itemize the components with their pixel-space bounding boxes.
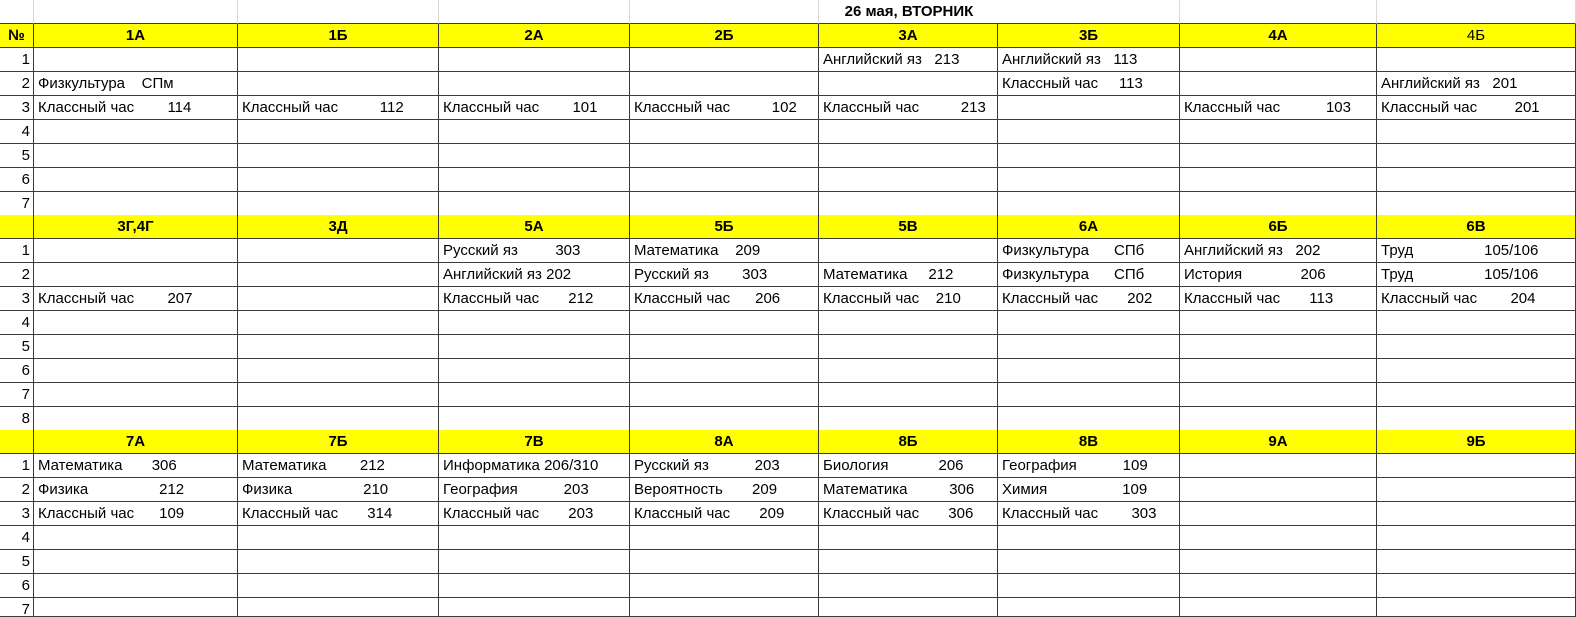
lesson-row (0, 287, 1576, 311)
lesson-cell[interactable]: Физика 210 (238, 478, 439, 502)
lesson-cell[interactable] (630, 359, 819, 383)
lesson-cell[interactable]: Классный час 209 (630, 502, 819, 526)
lesson-cell[interactable] (1377, 454, 1576, 478)
class-header-cell[interactable]: 5В (819, 215, 998, 239)
lesson-cell[interactable] (439, 526, 630, 550)
lesson-cell[interactable] (439, 574, 630, 598)
lesson-cell[interactable] (998, 144, 1180, 168)
lesson-cell[interactable] (238, 144, 439, 168)
class-header-cell[interactable]: 7А (34, 430, 238, 454)
lesson-cell[interactable]: Математика 209 (630, 239, 819, 263)
lesson-cell[interactable] (630, 48, 819, 72)
lesson-cell[interactable]: Физкультура СПм (34, 72, 238, 96)
lesson-cell[interactable] (998, 120, 1180, 144)
lesson-number-header[interactable] (0, 215, 34, 239)
lesson-cell[interactable] (1180, 478, 1377, 502)
lesson-cell[interactable] (238, 598, 439, 617)
lesson-cell[interactable] (439, 48, 630, 72)
lesson-cell[interactable] (1377, 407, 1576, 431)
lesson-cell[interactable] (238, 526, 439, 550)
lesson-cell[interactable] (1180, 311, 1377, 335)
lesson-row (0, 526, 1576, 550)
lesson-cell[interactable]: Классный час 213 (819, 96, 998, 120)
lesson-cell[interactable] (1180, 502, 1377, 526)
lesson-row (0, 478, 1576, 502)
lesson-cell[interactable]: Классный час 113 (998, 72, 1180, 96)
lesson-row (0, 598, 1576, 617)
lesson-cell[interactable] (1377, 335, 1576, 359)
lesson-cell[interactable]: Информатика 206/310 (439, 454, 630, 478)
lesson-number-header[interactable]: № (0, 24, 34, 48)
lesson-cell[interactable] (1377, 144, 1576, 168)
lesson-cell[interactable]: Классный час 103 (1180, 96, 1377, 120)
class-header-cell[interactable]: 2Б (630, 24, 819, 48)
lesson-row (0, 72, 1576, 96)
class-header-row (0, 430, 1576, 454)
lesson-number[interactable]: 3 (0, 502, 34, 526)
lesson-row (0, 192, 1576, 216)
class-header-cell[interactable]: 3А (819, 24, 998, 48)
grid-cell[interactable] (1377, 0, 1576, 24)
lesson-cell[interactable] (819, 144, 998, 168)
class-header-cell[interactable]: 7В (439, 430, 630, 454)
lesson-number[interactable]: 1 (0, 454, 34, 478)
class-header-cell[interactable]: 4Б (1377, 24, 1576, 48)
lesson-cell[interactable]: Классный час 207 (34, 287, 238, 311)
lesson-cell[interactable] (630, 526, 819, 550)
lesson-cell[interactable]: Классный час 204 (1377, 287, 1576, 311)
lesson-cell[interactable] (819, 526, 998, 550)
lesson-cell[interactable] (630, 574, 819, 598)
lesson-cell[interactable] (34, 550, 238, 574)
lesson-cell[interactable] (630, 72, 819, 96)
lesson-number[interactable]: 4 (0, 120, 34, 144)
lesson-number[interactable]: 5 (0, 550, 34, 574)
lesson-cell[interactable] (1377, 526, 1576, 550)
lesson-cell[interactable] (238, 192, 439, 216)
lesson-cell[interactable]: Русский яз 303 (439, 239, 630, 263)
lesson-cell[interactable] (34, 239, 238, 263)
lesson-cell[interactable] (439, 192, 630, 216)
lesson-cell[interactable]: Классный час 203 (439, 502, 630, 526)
lesson-number[interactable]: 4 (0, 311, 34, 335)
lesson-cell[interactable] (34, 120, 238, 144)
lesson-cell[interactable] (998, 550, 1180, 574)
lesson-cell[interactable] (819, 168, 998, 192)
lesson-cell[interactable] (998, 526, 1180, 550)
lesson-cell[interactable]: Вероятность 209 (630, 478, 819, 502)
lesson-cell[interactable] (1377, 598, 1576, 617)
lesson-cell[interactable] (1377, 192, 1576, 216)
lesson-number[interactable]: 5 (0, 335, 34, 359)
lesson-number[interactable]: 2 (0, 478, 34, 502)
lesson-number[interactable]: 7 (0, 598, 34, 617)
lesson-cell[interactable] (1377, 550, 1576, 574)
class-header-cell[interactable]: 8Б (819, 430, 998, 454)
lesson-number[interactable]: 3 (0, 287, 34, 311)
sheet-title: 26 мая, ВТОРНИК (844, 3, 974, 20)
lesson-cell[interactable] (1180, 454, 1377, 478)
grid-cell[interactable] (439, 0, 630, 24)
lesson-cell[interactable]: Классный час 202 (998, 287, 1180, 311)
lesson-number[interactable]: 6 (0, 574, 34, 598)
lesson-cell[interactable] (998, 407, 1180, 431)
class-header-cell[interactable]: 4А (1180, 24, 1377, 48)
lesson-cell[interactable] (998, 192, 1180, 216)
lesson-cell[interactable] (439, 359, 630, 383)
lesson-cell[interactable] (819, 598, 998, 617)
lesson-cell[interactable]: География 109 (998, 454, 1180, 478)
lesson-cell[interactable] (439, 72, 630, 96)
lesson-cell[interactable]: Труд 105/106 (1377, 239, 1576, 263)
class-header-cell[interactable]: 3Д (238, 215, 439, 239)
lesson-cell[interactable] (439, 144, 630, 168)
lesson-row (0, 311, 1576, 335)
lesson-cell[interactable] (819, 239, 998, 263)
lesson-cell[interactable]: Физика 212 (34, 478, 238, 502)
grid-cell[interactable] (34, 0, 238, 24)
lesson-row (0, 263, 1576, 287)
lesson-cell[interactable] (1180, 120, 1377, 144)
lesson-cell[interactable]: Английский яз 201 (1377, 72, 1576, 96)
title-row (0, 0, 1576, 24)
lesson-cell[interactable]: Классный час 102 (630, 96, 819, 120)
lesson-cell[interactable] (630, 144, 819, 168)
lesson-cell[interactable] (34, 383, 238, 407)
lesson-cell[interactable]: Классный час 314 (238, 502, 439, 526)
lesson-cell[interactable] (819, 574, 998, 598)
lesson-number[interactable]: 1 (0, 239, 34, 263)
class-header-cell[interactable]: 6Б (1180, 215, 1377, 239)
lesson-cell[interactable] (998, 168, 1180, 192)
lesson-cell[interactable] (238, 311, 439, 335)
lesson-cell[interactable] (819, 407, 998, 431)
lesson-row (0, 48, 1576, 72)
lesson-cell[interactable] (630, 120, 819, 144)
lesson-cell[interactable] (819, 311, 998, 335)
lesson-number[interactable]: 1 (0, 48, 34, 72)
lesson-cell[interactable] (34, 598, 238, 617)
lesson-cell[interactable]: Классный час 303 (998, 502, 1180, 526)
class-header-row (0, 24, 1576, 48)
lesson-cell[interactable] (1180, 335, 1377, 359)
lesson-cell[interactable] (630, 335, 819, 359)
lesson-cell[interactable] (1180, 48, 1377, 72)
lesson-row (0, 120, 1576, 144)
lesson-cell[interactable] (439, 598, 630, 617)
lesson-cell[interactable] (998, 311, 1180, 335)
lesson-cell[interactable] (1180, 72, 1377, 96)
lesson-row (0, 359, 1576, 383)
lesson-number[interactable]: 2 (0, 263, 34, 287)
class-header-cell[interactable]: 8А (630, 430, 819, 454)
lesson-cell[interactable]: Математика 212 (819, 263, 998, 287)
class-header-cell[interactable]: 3Б (998, 24, 1180, 48)
lesson-cell[interactable]: Математика 306 (819, 478, 998, 502)
lesson-cell[interactable]: Классный час 101 (439, 96, 630, 120)
lesson-cell[interactable]: История 206 (1180, 263, 1377, 287)
lesson-cell[interactable]: Математика 306 (34, 454, 238, 478)
lesson-cell[interactable] (34, 48, 238, 72)
lesson-cell[interactable]: Русский яз 203 (630, 454, 819, 478)
lesson-cell[interactable] (1180, 526, 1377, 550)
lesson-number-header[interactable] (0, 430, 34, 454)
lesson-cell[interactable]: Химия 109 (998, 478, 1180, 502)
lesson-cell[interactable] (998, 96, 1180, 120)
class-header-cell[interactable]: 2А (439, 24, 630, 48)
lesson-cell[interactable] (1377, 48, 1576, 72)
lesson-cell[interactable] (238, 263, 439, 287)
lesson-cell[interactable] (238, 383, 439, 407)
lesson-cell[interactable] (1377, 574, 1576, 598)
lesson-cell[interactable]: География 203 (439, 478, 630, 502)
lesson-cell[interactable] (34, 335, 238, 359)
lesson-cell[interactable] (819, 120, 998, 144)
lesson-number[interactable]: 6 (0, 359, 34, 383)
corner-cell[interactable] (0, 0, 34, 24)
lesson-cell[interactable] (1377, 311, 1576, 335)
lesson-number[interactable]: 4 (0, 526, 34, 550)
lesson-row (0, 239, 1576, 263)
lesson-cell[interactable]: Классный час 212 (439, 287, 630, 311)
lesson-cell[interactable] (34, 526, 238, 550)
lesson-cell[interactable] (439, 550, 630, 574)
lesson-cell[interactable] (1180, 598, 1377, 617)
lesson-cell[interactable] (1377, 383, 1576, 407)
class-header-cell[interactable]: 5А (439, 215, 630, 239)
lesson-cell[interactable] (1180, 192, 1377, 216)
lesson-cell[interactable] (998, 574, 1180, 598)
lesson-cell[interactable] (630, 550, 819, 574)
grid-cell[interactable] (998, 0, 1180, 24)
lesson-cell[interactable] (238, 72, 439, 96)
class-header-cell[interactable]: 1Б (238, 24, 439, 48)
lesson-cell[interactable] (998, 598, 1180, 617)
lesson-row (0, 96, 1576, 120)
lesson-number[interactable]: 3 (0, 96, 34, 120)
lesson-cell[interactable] (34, 407, 238, 431)
class-header-row (0, 215, 1576, 239)
lesson-row (0, 144, 1576, 168)
lesson-cell[interactable] (34, 574, 238, 598)
lesson-cell[interactable]: Классный час 306 (819, 502, 998, 526)
lesson-cell[interactable] (819, 192, 998, 216)
lesson-cell[interactable] (34, 311, 238, 335)
lesson-cell[interactable] (439, 168, 630, 192)
lesson-number[interactable]: 6 (0, 168, 34, 192)
lesson-cell[interactable] (34, 168, 238, 192)
lesson-cell[interactable] (238, 120, 439, 144)
grid-cell[interactable] (238, 0, 439, 24)
lesson-cell[interactable] (1180, 168, 1377, 192)
lesson-cell[interactable] (1180, 407, 1377, 431)
lesson-cell[interactable] (819, 550, 998, 574)
class-header-cell[interactable]: 8В (998, 430, 1180, 454)
lesson-cell[interactable] (1377, 359, 1576, 383)
lesson-cell[interactable] (1180, 574, 1377, 598)
lesson-number[interactable]: 7 (0, 192, 34, 216)
lesson-cell[interactable]: Английский яз 202 (1180, 239, 1377, 263)
lesson-cell[interactable]: Классный час 210 (819, 287, 998, 311)
lesson-cell[interactable]: Английский яз 113 (998, 48, 1180, 72)
grid-cell[interactable] (1180, 0, 1377, 24)
lesson-number[interactable]: 8 (0, 407, 34, 431)
class-header-cell[interactable]: 5Б (630, 215, 819, 239)
lesson-cell[interactable] (238, 239, 439, 263)
grid-cell[interactable] (630, 0, 819, 24)
lesson-cell[interactable] (1180, 144, 1377, 168)
lesson-cell[interactable] (998, 335, 1180, 359)
lesson-cell[interactable] (630, 598, 819, 617)
lesson-cell[interactable] (1377, 502, 1576, 526)
lesson-cell[interactable]: Физкультура СПб (998, 263, 1180, 287)
lesson-row (0, 454, 1576, 478)
lesson-cell[interactable] (1180, 359, 1377, 383)
lesson-number[interactable]: 2 (0, 72, 34, 96)
lesson-cell[interactable] (34, 263, 238, 287)
lesson-cell[interactable] (34, 192, 238, 216)
lesson-row (0, 407, 1576, 431)
lesson-row (0, 335, 1576, 359)
class-header-cell[interactable]: 9Б (1377, 430, 1576, 454)
lesson-cell[interactable] (819, 335, 998, 359)
lesson-row (0, 383, 1576, 407)
lesson-cell[interactable] (439, 335, 630, 359)
lesson-number[interactable]: 7 (0, 383, 34, 407)
lesson-cell[interactable]: Классный час 112 (238, 96, 439, 120)
lesson-cell[interactable] (439, 120, 630, 144)
lesson-cell[interactable] (630, 168, 819, 192)
class-header-cell[interactable]: 1А (34, 24, 238, 48)
lesson-row (0, 550, 1576, 574)
lesson-cell[interactable] (819, 359, 998, 383)
lesson-cell[interactable] (238, 574, 439, 598)
lesson-cell[interactable]: Классный час 114 (34, 96, 238, 120)
lesson-cell[interactable] (439, 407, 630, 431)
lesson-row (0, 168, 1576, 192)
lesson-cell[interactable] (998, 359, 1180, 383)
lesson-cell[interactable] (439, 311, 630, 335)
lesson-cell[interactable] (1180, 550, 1377, 574)
lesson-cell[interactable] (1377, 120, 1576, 144)
lesson-cell[interactable] (1377, 478, 1576, 502)
lesson-cell[interactable]: Труд 105/106 (1377, 263, 1576, 287)
lesson-cell[interactable] (819, 383, 998, 407)
class-header-cell[interactable]: 7Б (238, 430, 439, 454)
lesson-cell[interactable] (238, 287, 439, 311)
lesson-cell[interactable] (238, 359, 439, 383)
lesson-cell[interactable]: Русский яз 303 (630, 263, 819, 287)
lesson-cell[interactable]: Классный час 201 (1377, 96, 1576, 120)
class-header-cell[interactable]: 6А (998, 215, 1180, 239)
lesson-cell[interactable] (439, 383, 630, 407)
class-header-cell[interactable]: 3Г,4Г (34, 215, 238, 239)
lesson-cell[interactable] (238, 335, 439, 359)
lesson-cell[interactable] (630, 192, 819, 216)
lesson-row (0, 574, 1576, 598)
lesson-cell[interactable] (1180, 383, 1377, 407)
lesson-cell[interactable] (238, 550, 439, 574)
lesson-cell[interactable] (630, 383, 819, 407)
lesson-cell[interactable] (238, 168, 439, 192)
lesson-cell[interactable] (238, 48, 439, 72)
class-header-cell[interactable]: 9А (1180, 430, 1377, 454)
lesson-cell[interactable] (630, 407, 819, 431)
lesson-cell[interactable]: Математика 212 (238, 454, 439, 478)
lesson-cell[interactable] (998, 383, 1180, 407)
lesson-cell[interactable] (819, 72, 998, 96)
lesson-row (0, 502, 1576, 526)
lesson-cell[interactable]: Классный час 206 (630, 287, 819, 311)
lesson-cell[interactable] (630, 311, 819, 335)
lesson-cell[interactable]: Английский яз 213 (819, 48, 998, 72)
lesson-cell[interactable]: Физкультура СПб (998, 239, 1180, 263)
class-header-cell[interactable]: 6В (1377, 215, 1576, 239)
lesson-cell[interactable] (34, 144, 238, 168)
lesson-cell[interactable] (238, 407, 439, 431)
lesson-number[interactable]: 5 (0, 144, 34, 168)
lesson-cell[interactable]: Классный час 109 (34, 502, 238, 526)
lesson-cell[interactable]: Английский яз 202 (439, 263, 630, 287)
lesson-cell[interactable] (1377, 168, 1576, 192)
lesson-cell[interactable]: Классный час 113 (1180, 287, 1377, 311)
lesson-cell[interactable]: Биология 206 (819, 454, 998, 478)
lesson-cell[interactable] (34, 359, 238, 383)
